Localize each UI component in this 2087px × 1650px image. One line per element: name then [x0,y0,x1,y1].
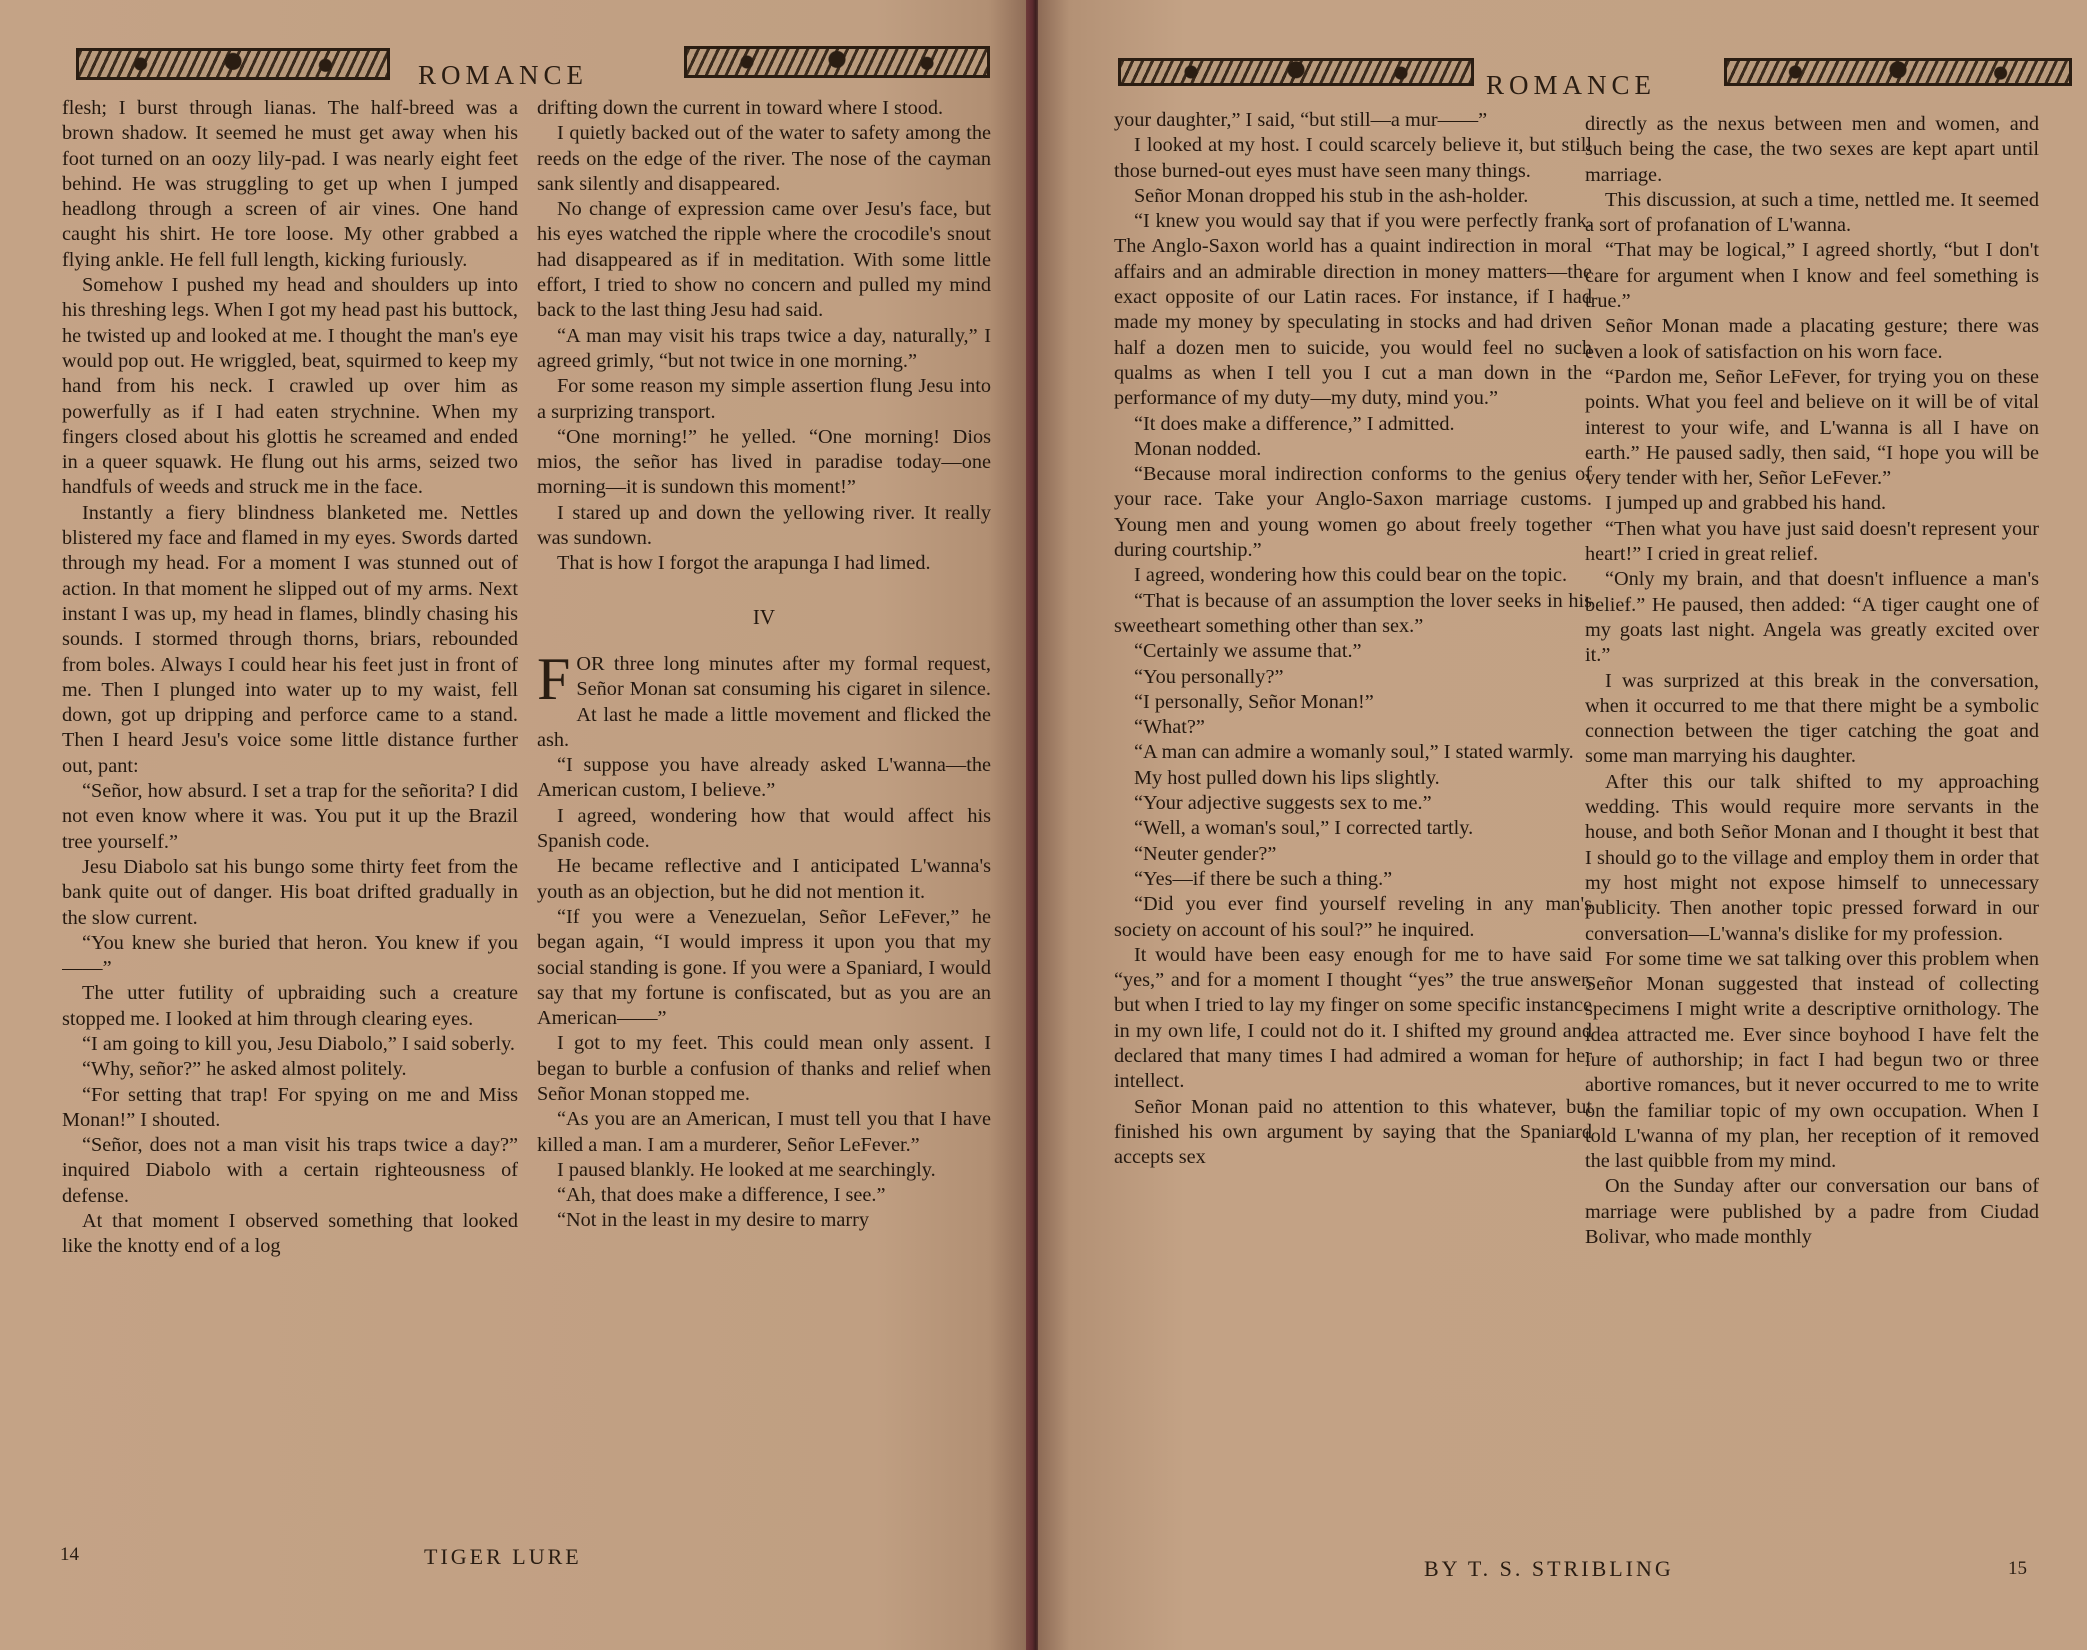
right-column-1 [1114,108,1592,1548]
paragraph: After this our talk shifted to my approaching wedding. This would require more servants in the house, and both Señor Monan and I thought it best that I should go to the village and employ them in order that my host might not expose himself to unnecessary publicity. Then another topic pressed forward in our conversation—L'wanna's dislike for my profession. [1585,770,2039,945]
paragraph: For some time we sat talking over this problem when Señor Monan suggested that instead of collecting specimens I might write a descriptive ornithology. The idea attracted me. Ever since boyhood I have felt the lure of authorship; in fact I had begun two or three abortive romances, but it never occurred to me to write on the familiar topic of my own occupation. When I told L'wanna of my plan, her reception of it removed the last quibble from my mind. [1585,947,2039,1173]
header-ornament-right-icon [1724,58,2072,86]
drop-cap: F [537,645,571,712]
paragraph: “It does make a difference,” I admitted. [1134,412,1455,435]
paragraph: Señor Monan paid no attention to this whatever, but finished his own argument by saying that the Spaniard accepts sex [1114,1095,1592,1169]
paragraph: “As you are an American, I must tell you that I have killed a man. I am a murderer, Señor LeFever.” [537,1108,991,1156]
paragraph: Instantly a fiery blindness blanketed me. Nettles blistered my face and flamed in my eyes. Swords darted through my head. For a moment I was stunned out of action. In that moment he slipped out of my arms. Next instant I was up, my head in flames, blindly chasing his sounds. I stormed through thorns, briars, rebounded from boles. Always I could hear his feet just in front of me. Then I plunged into water up to my waist, fell down, got up dripping and perforce came to a stand. Then I heard Jesu's voice some little distance further out, pant: [62,501,518,777]
paragraph: “If you were a Venezuelan, Señor LeFever,” he began again, “I would impress it upon you that my social standing is gone. If you were a Spaniard, I would say that my fortune is confiscated, but as you are an American——” [537,905,991,1030]
right-column-2 [1585,112,2039,1542]
paragraph: “For setting that trap! For spying on me and Miss Monan!” I shouted. [62,1083,518,1131]
paragraph: “Because moral indirection conforms to the genius of your race. Take your Anglo-Saxon marriage customs. Young men and young women go about freely together during courtship.” [1114,463,1592,562]
paragraph: Señor Monan dropped his stub in the ash-holder. [1134,184,1529,207]
opening-text: OR three long minutes after my formal request, Señor Monan sat consuming his cigaret in silence. At last he made a little movement and flicked the ash. [537,652,991,751]
header-ornament-left-icon [1118,58,1474,86]
paragraph: “Not in the least in my desire to marry [557,1209,870,1232]
page-number-left: 14 [60,1544,79,1565]
header-ornament-left-icon [76,48,390,80]
paragraph: This discussion, at such a time, nettled me. It seemed a sort of profanation of L'wanna. [1585,188,2039,237]
paragraph: “You knew she buried that heron. You knew if you——” [62,931,518,980]
paragraph: “Why, señor?” he asked almost politely. [82,1058,407,1081]
paragraph: I agreed, wondering how this could bear on the topic. [1134,564,1568,587]
paragraph: “Well, a woman's soul,” I corrected tartly. [1134,817,1474,840]
paragraph: “You personally?” [1134,665,1284,688]
paragraph: “What?” [1134,716,1205,739]
paragraph: For some reason my simple assertion flung Jesu into a surprizing transport. [537,375,991,423]
paragraph: “A man can admire a womanly soul,” I stated warmly. [1134,741,1574,764]
paragraph: “Pardon me, Señor LeFever, for trying you on these points. What you feel and believe on it will be of vital interest to your wife, and L'wanna is all I have on earth.” He paused sadly, then said, “I hope you will be very tender with her, Señor LeFever.” [1585,365,2039,490]
running-footer-right: BY T. S. STRIBLING [1424,1556,1674,1581]
paragraph: “That may be logical,” I agreed shortly, “but I don't care for argument when I know and feel something is true.” [1585,239,2039,313]
left-column-1 [62,96,518,1536]
running-header: ROMANCE [418,60,589,90]
paragraph: “I suppose you have already asked L'wanna—the American custom, I believe.” [537,754,991,802]
paragraph: “That is because of an assumption the lover seeks in his sweetheart something other than sex.” [1114,589,1592,637]
paragraph: “Yes—if there be such a thing.” [1134,867,1393,890]
paragraph: Somehow I pushed my head and shoulders up into his threshing legs. When I got my head past his buttock, he twisted up and looked at me. I thought the man's eye would pop out. He wriggled, beat, squirmed to keep my hand from his neck. I crawled up over him as powerfully as if I had eaten strychnine. When my fingers closed about his glottis he screamed and ended in a queer squawk. He flung out his arms, seized two handfuls of weeds and struck me in the face. [62,274,518,499]
paragraph: your daughter,” I said, “but still—a mur——” [1114,109,1488,131]
paragraph: “I personally, Señor Monan!” [1134,690,1374,713]
paragraph: On the Sunday after our conversation our bans of marriage were published by a padre from Ciudad Bolivar, who made monthly [1585,1175,2039,1249]
paragraph: “Only my brain, and that doesn't influence a man's belief.” He paused, then added: “A tiger caught one of my goats last night. Angela was greatly excited over it.” [1585,568,2039,667]
header-ornament-right-icon [684,46,990,78]
paragraph: “I am going to kill you, Jesu Diabolo,” I said soberly. [82,1032,515,1055]
paragraph: Monan nodded. [1134,437,1262,460]
paragraph: Jesu Diabolo sat his bungo some thirty feet from the bank quite out of danger. His boat drifted gradually in the slow current. [62,855,518,929]
paragraph: He became reflective and I anticipated L'wanna's youth as an objection, but he did not mention it. [537,855,991,903]
page-number-right: 15 [2008,1558,2027,1579]
paragraph: “Did you ever find yourself reveling in any man's society on account of his soul?” he inquired. [1114,893,1592,941]
paragraph: Señor Monan made a placating gesture; there was even a look of satisfaction on his worn face. [1585,315,2039,363]
paragraph: “One morning!” he yelled. “One morning! Dios mios, the señor has lived in paradise today—one morning—it is sundown this moment!” [537,425,991,499]
section-opening-paragraph [537,645,991,753]
paragraph: “Ah, that does make a difference, I see.” [557,1184,886,1207]
paragraph: My host pulled down his lips slightly. [1134,766,1440,789]
paragraph: I paused blankly. He looked at me searchingly. [557,1158,936,1181]
running-header: ROMANCE [1486,70,1657,100]
paragraph: I was surprized at this break in the conversation, when it occurred to me that there might be a symbolic connection between the tiger catching the goat and some man marrying his daughter. [1585,669,2039,768]
paragraph: “Neuter gender?” [1134,842,1277,865]
paragraph: I quietly backed out of the water to safety among the reeds on the edge of the river. The nose of the cayman sank silently and disappeared. [537,122,991,195]
right-page [1038,0,2087,1650]
paragraph: I got to my feet. This could mean only assent. I began to burble a confusion of thanks and relief when Señor Monan stopped me. [537,1032,991,1105]
paragraph: At that moment I observed something that looked like the knotty end of a log [62,1210,518,1258]
column-2-top-text [537,96,991,577]
column-2-bottom-text [537,753,991,1234]
paragraph: I stared up and down the yellowing river. It really was sundown. [537,501,991,550]
paragraph: The utter futility of upbraiding such a creature stopped me. I looked at him through clearing eyes. [62,982,518,1030]
paragraph: drifting down the current in toward where I stood. [537,97,944,119]
paragraph: I agreed, wondering how that would affect his Spanish code. [537,804,991,853]
paragraph: flesh; I burst through lianas. The half-breed was a brown shadow. It seemed he must get away when his foot turned on an oozy lily-pad. I was nearly eight feet behind. He was struggling to get up when I jumped headlong through a screen of air vines. One hand caught his shirt. He tore loose. My other grabbed a flying ankle. He fell full length, kicking furiously. [62,97,518,271]
paragraph: “Certainly we assume that.” [1134,640,1362,663]
paragraph: “Your adjective suggests sex to me.” [1134,792,1432,815]
paragraph: “Señor, does not a man visit his traps twice a day?” inquired Diabolo with a certain righteousness of defense. [62,1134,518,1207]
running-footer-left: TIGER LURE [424,1544,582,1569]
paragraph: “Then what you have just said doesn't represent your heart!” I cried in great relief. [1585,517,2039,566]
paragraph: It would have been easy enough for me to have said “yes,” and for a moment I thought “yes” the true answer, but when I tried to lay my finger on some specific instance in my own life, I could not do it. I shifted my ground and declared that many times I had admired a woman for her intellect. [1114,943,1592,1093]
paragraph: directly as the nexus between men and women, and such being the case, the two sexes are kept apart until marriage. [1585,113,2039,186]
paragraph: No change of expression came over Jesu's face, but his eyes watched the ripple where the crocodile's snout had disappeared as if in meditation. With some little effort, I tried to show no concern and pulled my mind back to the last thing Jesu had said. [537,198,991,322]
paragraph: “A man may visit his traps twice a day, naturally,” I agreed grimly, “but not twice in one morning.” [537,324,991,372]
section-number: IV [752,604,776,629]
left-column-2 [537,96,991,1536]
paragraph: “Señor, how absurd. I set a trap for the señorita? I did not even know where it was. You put it up the Brazil tree yourself.” [62,780,518,853]
paragraph: I looked at my host. I could scarcely believe it, but still those burned-out eyes must have seen many things. [1114,134,1592,182]
paragraph: I jumped up and grabbed his hand. [1605,492,1887,515]
paragraph: “I knew you would say that if you were perfectly frank. The Anglo-Saxon world has a quaint indirection in moral affairs and an admirable direction in money matters—the exact opposite of our Latin races. For instance, if I had made my money by speculating in stocks and had driven half a dozen men to suicide, you would feel no such qualms as when I tell you I cut a man down in the performance of my duty—my duty, mind you.” [1114,210,1592,410]
paragraph: That is how I forgot the arapunga I had limed. [557,552,931,575]
left-page [0,0,1030,1650]
